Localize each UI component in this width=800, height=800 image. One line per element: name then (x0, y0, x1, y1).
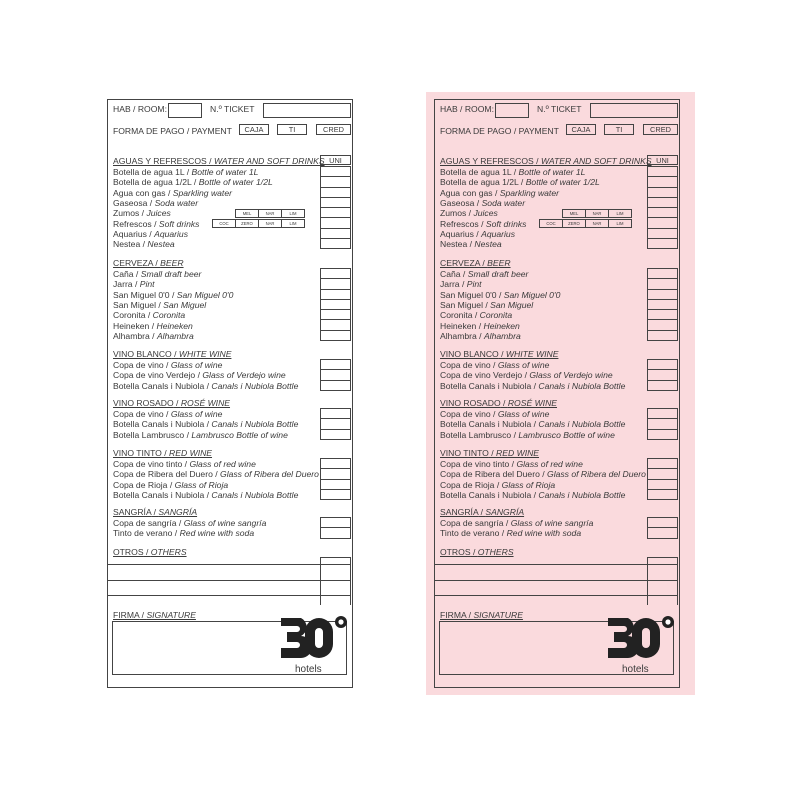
list-item: Copa de sangría / Glass of wine sangría (440, 518, 594, 528)
list-item: Botella de agua 1/2L / Bottle of water 1/2L (440, 177, 600, 188)
item-name-en: Glass of Verdejo wine (529, 370, 613, 381)
quantity-cell[interactable] (648, 188, 677, 198)
list-item: Copa de Ribera del Duero / Glass of Ribera del Duero (113, 469, 319, 480)
item-name-es: Agua con gas (113, 187, 166, 198)
item-name-es: Copa de sangría (113, 518, 177, 528)
item-name-es: Copa de Ribera del Duero (113, 469, 213, 480)
section-title-en: ROSÉ WINE (180, 398, 231, 408)
item-name-en: Nestea (147, 239, 175, 250)
ticket-label: N.º TICKET (537, 104, 582, 114)
section-title-es: CERVEZA (440, 258, 480, 268)
item-name-en: Canals i Nubiola Bottle (538, 380, 626, 391)
item-name-en: Soft drinks (158, 218, 200, 229)
item-name-en: Red wine with soda (506, 528, 582, 539)
item-name-es: San Miguel 0'0 (440, 289, 497, 300)
item-name-es: Copa de Rioja (440, 479, 495, 490)
quantity-cell[interactable] (648, 177, 677, 187)
list-item: Aquarius / Aquarius (440, 228, 516, 239)
payment-option-cred[interactable]: CRED (316, 124, 351, 135)
item-name-en: Pint (139, 279, 155, 290)
list-item: Copa de vino Verdejo / Glass of Verdejo wine (113, 370, 286, 381)
item-name-es: San Miguel (440, 299, 483, 310)
units-header: UNI (647, 155, 678, 165)
logo-brand-text: hotels (295, 664, 322, 675)
quantity-cell[interactable] (648, 360, 677, 370)
item-name-en: Glass of Verdejo wine (202, 370, 286, 381)
item-name-es: Copa de vino tinto (440, 459, 510, 469)
quantity-column (647, 268, 678, 341)
item-name-en: Glass of wine (170, 409, 223, 419)
item-name-en: Juices (473, 208, 498, 219)
item-name-en: Red wine with soda (179, 528, 255, 539)
juice-option-mel[interactable]: MEL (562, 209, 586, 218)
item-name-es: Gaseosa (113, 197, 148, 208)
quantity-cell[interactable] (648, 310, 677, 320)
item-name-en: Soda water (481, 197, 526, 208)
item-name-en: Sparkling water (172, 187, 232, 198)
item-name-es: Copa de vino (113, 409, 167, 419)
section-title: CERVEZA / BEER (440, 258, 511, 268)
soft-option-lim[interactable]: LIM (281, 219, 305, 228)
others-entry-line[interactable] (434, 595, 678, 596)
list-item: Botella Canals i Nubiola / Canals i Nubiola Bottle (113, 489, 299, 500)
list-item: San Miguel 0'0 / San Miguel 0'0 (440, 289, 561, 300)
item-name-en: Bottle of water 1/2L (198, 177, 273, 188)
quantity-cell[interactable] (648, 290, 677, 300)
item-name-es: San Miguel 0'0 (113, 289, 170, 300)
section-title-es: VINO ROSADO (440, 398, 501, 408)
list-item: Copa de sangría / Glass of wine sangría (113, 518, 267, 528)
list-item: Copa de Rioja / Glass of Rioja (113, 479, 229, 490)
section-title-en: ROSÉ WINE (507, 398, 558, 408)
list-item: Heineken / Heineken (440, 320, 520, 331)
quantity-cell[interactable] (648, 239, 677, 249)
section-title-es: VINO ROSADO (113, 398, 174, 408)
others-entry-line[interactable] (434, 564, 678, 565)
others-title-en: OTHERS (150, 547, 187, 557)
signature-title-en: SIGNATURE (473, 610, 523, 620)
item-name-es: Botella Canals i Nubiola (113, 489, 207, 500)
quantity-cell[interactable] (648, 269, 677, 279)
item-name-en: Soda water (154, 197, 199, 208)
list-item: Botella Canals i Nubiola / Canals i Nubiola Bottle (440, 380, 626, 391)
list-item: Botella Canals i Nubiola / Canals i Nubiola Bottle (113, 380, 299, 391)
list-item: Tinto de verano / Red wine with soda (113, 528, 255, 539)
section-title-en: WATER AND SOFT DRINKS (213, 156, 325, 166)
section-title: CERVEZA / BEER (113, 258, 184, 268)
section-title: VINO ROSADO / ROSÉ WINE (440, 398, 558, 408)
others-title-es: OTROS (113, 547, 144, 557)
signature-title: FIRMA / SIGNATURE (440, 610, 523, 620)
section-title: VINO TINTO / RED WINE (113, 448, 213, 458)
section-title-en: WHITE WINE (505, 349, 559, 359)
section-title-en: BEER (487, 258, 511, 268)
section-title-en: SANGRÍA (158, 507, 198, 517)
item-name-en: Canals i Nubiola Bottle (538, 419, 626, 430)
item-name-en: Glass of wine sangría (183, 518, 267, 528)
item-name-es: Heineken (113, 320, 150, 331)
item-name-es: Copa de vino (113, 360, 167, 370)
quantity-cell[interactable] (648, 208, 677, 218)
signature-title-es: FIRMA (440, 610, 467, 620)
quantity-cell[interactable] (648, 279, 677, 289)
quantity-cell[interactable] (648, 518, 677, 528)
list-item: Coronita / Coronita (113, 310, 186, 321)
list-item: Botella Canals i Nubiola / Canals i Nubiola Bottle (440, 419, 626, 430)
soft-option-nar[interactable]: NAR (258, 219, 282, 228)
item-name-es: Copa de vino (440, 360, 494, 370)
item-name-en: Lambrusco Bottle of wine (518, 429, 615, 440)
list-item: Nestea / Nestea (113, 239, 175, 250)
item-name-en: San Miguel 0'0 (503, 289, 561, 300)
item-name-es: Botella Lambrusco (440, 429, 512, 440)
item-name-es: Jarra (440, 279, 460, 290)
payment-option-ti[interactable]: TI (604, 124, 634, 135)
list-item: Zumos / Juices (440, 208, 498, 219)
quantity-column (647, 408, 678, 440)
list-item: Gaseosa / Soda water (113, 197, 199, 208)
item-name-es: Aquarius (113, 228, 147, 239)
item-name-es: Botella Canals i Nubiola (113, 380, 207, 391)
item-name-es: Copa de vino Verdejo (440, 370, 523, 381)
section-title-es: VINO TINTO (440, 448, 489, 458)
item-name-es: Copa de vino tinto (113, 459, 183, 469)
list-item: Botella de agua 1L / Bottle of water 1L (113, 167, 259, 177)
list-item: San Miguel 0'0 / San Miguel 0'0 (113, 289, 234, 300)
item-name-en: Alhambra (156, 330, 194, 341)
quantity-cell[interactable] (648, 218, 677, 228)
quantity-cell[interactable] (648, 490, 677, 500)
section-title-en: SANGRÍA (485, 507, 525, 517)
item-name-es: San Miguel (113, 299, 156, 310)
section-title-es: VINO TINTO (113, 448, 162, 458)
item-name-en: Bottle of water 1L (191, 167, 259, 177)
item-name-es: Copa de vino (440, 409, 494, 419)
quantity-cell[interactable] (648, 229, 677, 239)
list-item: Caña / Small draft beer (113, 269, 202, 279)
others-divider (677, 557, 678, 605)
soft-option-lim[interactable]: LIM (608, 219, 632, 228)
list-item: Zumos / Juices (113, 208, 171, 219)
others-top-line (647, 557, 678, 558)
room-input[interactable] (495, 103, 529, 118)
item-name-en: Coronita (479, 310, 513, 321)
item-name-es: Caña (440, 269, 461, 279)
item-name-en: Sparkling water (499, 187, 559, 198)
section-title: AGUAS Y REFRESCOS / WATER AND SOFT DRINKS (113, 156, 325, 166)
item-name-en: San Miguel 0'0 (176, 289, 234, 300)
item-name-en: Juices (146, 208, 171, 219)
section-title-en: RED WINE (169, 448, 213, 458)
item-name-en: Canals i Nubiola Bottle (211, 419, 299, 430)
juice-option-nar[interactable]: NAR (585, 209, 609, 218)
item-name-en: Bottle of water 1L (518, 167, 586, 177)
item-name-en: Nestea (474, 239, 502, 250)
list-item: Copa de vino tinto / Glass of red wine (113, 459, 256, 469)
section-title: VINO BLANCO / WHITE WINE (440, 349, 559, 359)
item-name-es: Botella Canals i Nubiola (440, 419, 534, 430)
room-label: HAB / ROOM: (440, 104, 494, 114)
soft-option-coc[interactable]: COC (212, 219, 236, 228)
item-name-en: Glass of Ribera del Duero (547, 469, 646, 480)
others-divider (647, 557, 648, 605)
list-item: Botella Lambrusco / Lambrusco Bottle of wine (113, 429, 288, 440)
list-item: Alhambra / Alhambra (113, 330, 194, 341)
item-name-es: Refrescos (440, 218, 479, 229)
payment-option-ti[interactable]: TI (277, 124, 307, 135)
quantity-cell[interactable] (648, 300, 677, 310)
section-title: SANGRÍA / SANGRÍA (440, 507, 525, 517)
list-item: Copa de Ribera del Duero / Glass of Ribera del Duero (440, 469, 646, 480)
list-item: Refrescos / Soft drinks (113, 218, 200, 229)
item-name-es: Copa de Ribera del Duero (440, 469, 540, 480)
logo-brand-text: hotels (622, 664, 649, 675)
quantity-cell[interactable] (648, 419, 677, 429)
list-item: Botella de agua 1/2L / Bottle of water 1/2L (113, 177, 273, 188)
payment-label: FORMA DE PAGO / PAYMENT (440, 126, 559, 136)
section-title-en: WATER AND SOFT DRINKS (540, 156, 652, 166)
list-item: Botella Lambrusco / Lambrusco Bottle of wine (440, 429, 615, 440)
item-name-en: Soft drinks (485, 218, 527, 229)
item-name-es: Botella Canals i Nubiola (113, 419, 207, 430)
item-name-en: Glass of wine sangría (510, 518, 594, 528)
item-name-es: Tinto de verano (113, 528, 173, 539)
juice-option-lim[interactable]: LIM (608, 209, 632, 218)
section-title: VINO ROSADO / ROSÉ WINE (113, 398, 231, 408)
section-title-es: SANGRÍA (113, 507, 152, 517)
item-name-es: Copa de vino Verdejo (113, 370, 196, 381)
list-item: Copa de vino Verdejo / Glass of Verdejo wine (440, 370, 613, 381)
quantity-cell[interactable] (648, 198, 677, 208)
item-name-es: Zumos (113, 208, 140, 219)
item-name-en: Lambrusco Bottle of wine (191, 429, 288, 440)
list-item: Tinto de verano / Red wine with soda (440, 528, 582, 539)
section-title-es: AGUAS Y REFRESCOS (440, 156, 534, 166)
quantity-cell[interactable] (648, 528, 677, 538)
list-item: Copa de vino tinto / Glass of red wine (440, 459, 583, 469)
item-name-es: Nestea (440, 239, 468, 250)
item-name-es: Alhambra (113, 330, 150, 341)
list-item: San Miguel / San Miguel (440, 299, 534, 310)
payment-option-caja[interactable]: CAJA (566, 124, 596, 135)
item-name-en: Glass of Rioja (501, 479, 556, 490)
item-name-en: Glass of wine (170, 360, 223, 370)
item-name-en: Glass of Rioja (174, 479, 229, 490)
list-item: Nestea / Nestea (440, 239, 502, 250)
item-name-es: Jarra (113, 279, 133, 290)
item-name-en: Canals i Nubiola Bottle (211, 380, 299, 391)
quantity-cell[interactable] (648, 480, 677, 490)
list-item: San Miguel / San Miguel (113, 299, 207, 310)
juice-option-mel[interactable]: MEL (235, 209, 259, 218)
list-item: Agua con gas / Sparkling water (113, 187, 232, 198)
item-name-en: Alhambra (483, 330, 521, 341)
item-name-es: Botella Lambrusco (113, 429, 185, 440)
item-name-en: Glass of Ribera del Duero (220, 469, 319, 480)
item-name-es: Tinto de verano (440, 528, 500, 539)
list-item: Copa de vino / Glass of wine (440, 360, 550, 370)
item-name-en: Coronita (152, 310, 186, 321)
others-title-en: OTHERS (477, 547, 514, 557)
item-name-en: Glass of red wine (189, 459, 256, 469)
item-name-en: Heineken (156, 320, 193, 331)
item-name-es: Nestea (113, 239, 141, 250)
section-title-en: BEER (160, 258, 184, 268)
ticket-input[interactable] (590, 103, 678, 118)
item-name-es: Aquarius (440, 228, 474, 239)
item-name-en: Glass of wine (497, 360, 550, 370)
section-title: AGUAS Y REFRESCOS / WATER AND SOFT DRINKS (440, 156, 652, 166)
quantity-cell[interactable] (648, 331, 677, 341)
room-label: HAB / ROOM: (113, 104, 167, 114)
list-item: Copa de vino / Glass of wine (113, 409, 223, 419)
soft-option-coc[interactable]: COC (539, 219, 563, 228)
others-title-es: OTROS (440, 547, 471, 557)
soft-option-zero[interactable]: ZERO (235, 219, 259, 228)
list-item: Aquarius / Aquarius (113, 228, 189, 239)
quantity-column (647, 166, 678, 249)
section-title-es: VINO BLANCO (440, 349, 499, 359)
item-name-es: Copa de Rioja (113, 479, 168, 490)
item-name-es: Alhambra (440, 330, 477, 341)
signature-title: FIRMA / SIGNATURE (113, 610, 196, 620)
item-name-en: Aquarius (481, 228, 516, 239)
section-title-es: CERVEZA (113, 258, 153, 268)
others-title: OTROS / OTHERS (440, 547, 514, 557)
others-entry-line[interactable] (434, 580, 678, 581)
item-name-en: Glass of red wine (516, 459, 583, 469)
item-name-es: Botella de agua 1L (440, 167, 512, 177)
list-item: Gaseosa / Soda water (440, 197, 526, 208)
item-name-en: Heineken (483, 320, 520, 331)
list-item: Copa de vino / Glass of wine (113, 360, 223, 370)
list-item: Copa de Rioja / Glass of Rioja (440, 479, 556, 490)
quantity-cell[interactable] (648, 430, 677, 440)
item-name-en: Aquarius (154, 228, 189, 239)
list-item: Caña / Small draft beer (440, 269, 529, 279)
item-name-es: Coronita (113, 310, 146, 321)
quantity-cell[interactable] (648, 459, 677, 469)
payment-option-caja[interactable]: CAJA (239, 124, 269, 135)
section-title-es: SANGRÍA (440, 507, 479, 517)
item-name-es: Heineken (440, 320, 477, 331)
list-item: Jarra / Pint (440, 279, 482, 290)
quantity-cell[interactable] (648, 370, 677, 380)
quantity-column (647, 359, 678, 391)
section-title-en: WHITE WINE (178, 349, 232, 359)
list-item: Heineken / Heineken (113, 320, 193, 331)
item-name-es: Refrescos (113, 218, 152, 229)
list-item: Jarra / Pint (113, 279, 155, 290)
quantity-cell[interactable] (648, 469, 677, 479)
section-title-es: AGUAS Y REFRESCOS (113, 156, 207, 166)
section-title-en: RED WINE (496, 448, 540, 458)
item-name-es: Botella Canals i Nubiola (440, 380, 534, 391)
item-name-en: San Miguel (163, 299, 207, 310)
item-name-es: Coronita (440, 310, 473, 321)
quantity-column (647, 517, 678, 539)
list-item: Botella de agua 1L / Bottle of water 1L (440, 167, 586, 177)
item-name-es: Botella de agua 1/2L (113, 177, 192, 188)
item-name-es: Botella de agua 1/2L (440, 177, 519, 188)
list-item: Alhambra / Alhambra (440, 330, 521, 341)
section-title-es: VINO BLANCO (113, 349, 172, 359)
item-name-es: Zumos (440, 208, 467, 219)
soft-option-zero[interactable]: ZERO (562, 219, 586, 228)
item-name-en: Small draft beer (467, 269, 529, 279)
juice-option-nar[interactable]: NAR (258, 209, 282, 218)
list-item: Copa de vino / Glass of wine (440, 409, 550, 419)
section-title: VINO BLANCO / WHITE WINE (113, 349, 232, 359)
item-name-en: Canals i Nubiola Bottle (538, 489, 626, 500)
list-item: Agua con gas / Sparkling water (440, 187, 559, 198)
others-title: OTROS / OTHERS (113, 547, 187, 557)
ticket-label: N.º TICKET (210, 104, 255, 114)
item-name-en: San Miguel (490, 299, 534, 310)
item-name-es: Caña (113, 269, 134, 279)
item-name-es: Botella Canals i Nubiola (440, 489, 534, 500)
section-title: SANGRÍA / SANGRÍA (113, 507, 198, 517)
list-item: Botella Canals i Nubiola / Canals i Nubiola Bottle (113, 419, 299, 430)
payment-option-cred[interactable]: CRED (643, 124, 678, 135)
quantity-cell[interactable] (648, 320, 677, 330)
item-name-es: Botella de agua 1L (113, 167, 185, 177)
item-name-en: Canals i Nubiola Bottle (211, 489, 299, 500)
item-name-es: Copa de sangría (440, 518, 504, 528)
quantity-cell[interactable] (648, 167, 677, 177)
item-name-en: Pint (466, 279, 482, 290)
quantity-cell[interactable] (648, 381, 677, 391)
section-title: VINO TINTO / RED WINE (440, 448, 540, 458)
signature-title-es: FIRMA (113, 610, 140, 620)
signature-title-en: SIGNATURE (146, 610, 196, 620)
quantity-cell[interactable] (648, 409, 677, 419)
quantity-column (647, 458, 678, 500)
list-item: Refrescos / Soft drinks (440, 218, 527, 229)
item-name-es: Gaseosa (440, 197, 475, 208)
item-name-en: Bottle of water 1/2L (525, 177, 600, 188)
item-name-es: Agua con gas (440, 187, 493, 198)
item-name-en: Small draft beer (140, 269, 202, 279)
list-item: Botella Canals i Nubiola / Canals i Nubiola Bottle (440, 489, 626, 500)
item-name-en: Glass of wine (497, 409, 550, 419)
payment-label: FORMA DE PAGO / PAYMENT (113, 126, 232, 136)
units-header: UNI (320, 155, 351, 165)
list-item: Coronita / Coronita (440, 310, 513, 321)
soft-option-nar[interactable]: NAR (585, 219, 609, 228)
juice-option-lim[interactable]: LIM (281, 209, 305, 218)
